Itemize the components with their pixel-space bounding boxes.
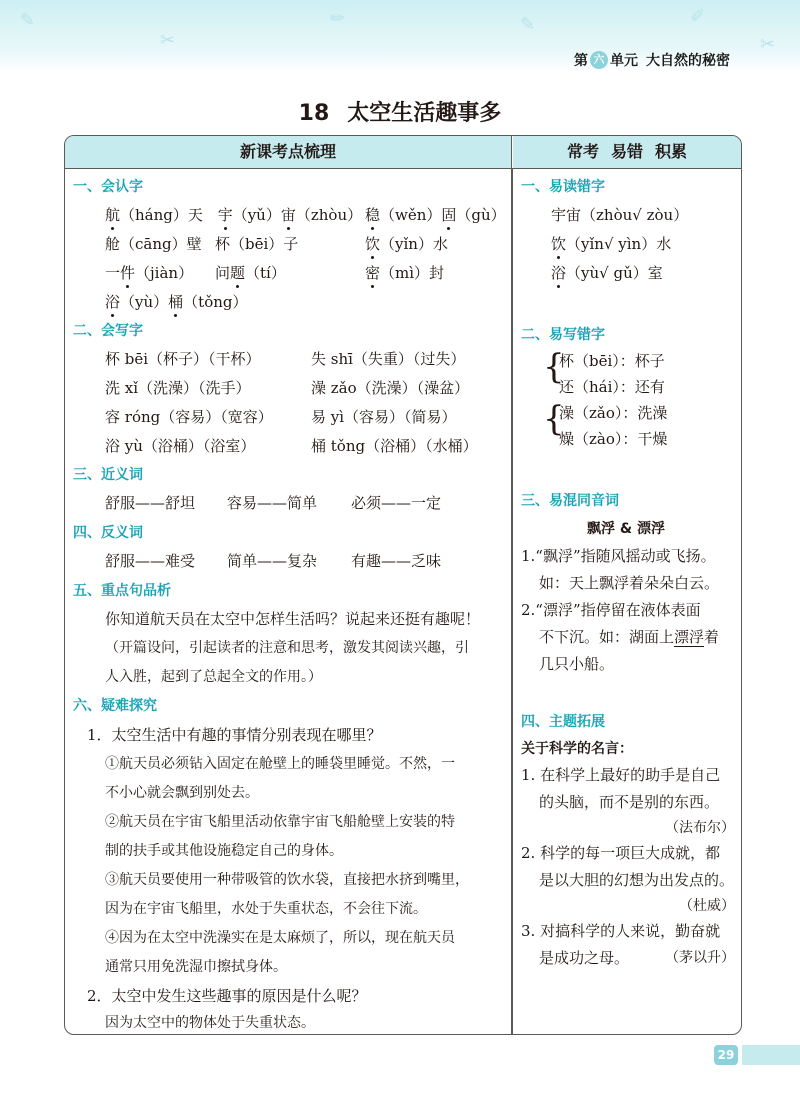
quote-author: （杜威） <box>679 898 735 914</box>
analysis-note: （开篇设问，引起读者的注意和思考，激发其阅读兴趣，引 <box>105 640 469 656</box>
homophone-line: 不下沉。如：湖面上漂浮着 <box>539 628 720 646</box>
section-title: 一、会认字 <box>73 179 143 195</box>
section-title: 三、易混同音词 <box>521 493 619 509</box>
brace: { <box>543 399 565 439</box>
write-item: 桶 tǒng（浴桶）（水桶） <box>311 437 478 455</box>
answer-line: ①航天员必须钻入固定在舱壁上的睡袋里睡觉。不然，一 <box>105 756 455 772</box>
miswrite-item: 杯（bēi）：杯子 <box>559 352 665 370</box>
homophone-line: 2.“漂浮”指停留在液体表面 <box>521 601 701 619</box>
section-title: 一、易读错字 <box>521 179 605 195</box>
quote-line: 是以大胆的幻想为出发点的。 <box>539 871 735 889</box>
right-column-heading: 常考 易错 积累 <box>513 136 741 169</box>
decor-icon: ✏ <box>330 8 346 29</box>
answer-line: ③航天员要使用一种带吸管的饮水袋，直接把水挤到嘴里， <box>105 872 469 888</box>
char-item: 一件（jiàn） <box>105 264 194 282</box>
antonym-item: 舒服——难受 <box>105 552 196 570</box>
page-title <box>0 96 800 127</box>
answer-line: 制的扶手或其他设施稳定自己的身体。 <box>105 843 343 859</box>
char-item: 浴（yù）桶（tǒng） <box>105 293 248 311</box>
answer-line: 不小心就会飘到别处去。 <box>105 785 259 801</box>
lesson-number: 18 <box>298 101 330 126</box>
write-item: 洗 xǐ（洗澡）（洗手） <box>105 379 251 397</box>
content-frame <box>64 135 742 1035</box>
write-item: 澡 zǎo（洗澡）（澡盆） <box>311 379 470 397</box>
homophone-line: 如：天上飘浮着朵朵白云。 <box>539 574 720 592</box>
decor-icon: ✎ <box>20 10 36 31</box>
section-title: 四、反义词 <box>73 525 143 541</box>
section-title: 二、易写错字 <box>521 327 605 343</box>
quote-line: 1. 在科学上最好的助手是自己 <box>521 766 721 784</box>
miswrite-item: 燥（zào）：干燥 <box>559 430 668 448</box>
decor-icon: ✂ <box>160 30 176 51</box>
decor-icon: ✐ <box>690 6 706 27</box>
section-title: 五、重点句品析 <box>73 583 171 599</box>
antonym-item: 简单——复杂 <box>227 552 318 570</box>
decor-icon: ✂ <box>760 34 776 55</box>
char-item: 饮（yǐn）水 <box>365 235 448 253</box>
char-item: 问题（tí） <box>215 264 286 282</box>
quote-line: 的头脑，而不是别的东西。 <box>539 793 720 811</box>
quote-author: （法布尔） <box>665 820 735 836</box>
page-number-band <box>742 1045 800 1065</box>
write-item: 浴 yù（浴桶）（浴室） <box>105 437 256 455</box>
homophone-line: 1.“飘浮”指随风摇动或飞扬。 <box>521 547 716 565</box>
answer-line: 通常只用免洗湿巾擦拭身体。 <box>105 959 287 975</box>
question: 2．太空中发生这些趣事的原因是什么呢？ <box>87 987 367 1005</box>
section-title: 二、会写字 <box>73 323 143 339</box>
write-item: 失 shī（失重）（过失） <box>311 350 466 368</box>
quote-line: 是成功之母。 <box>539 949 630 967</box>
homophone-line: 几只小船。 <box>539 655 615 673</box>
char-item: 杯（bēi）子 <box>215 235 299 253</box>
unit-title: 大自然的秘密 <box>646 53 730 69</box>
key-sentence: 你知道航天员在太空中怎样生活吗？说起来还挺有趣呢！ <box>105 610 481 628</box>
miswrite-item: 还（hái）：还有 <box>559 378 665 396</box>
left-column-heading: 新课考点梳理 <box>65 136 512 169</box>
lesson-title: 太空生活趣事多 <box>347 101 502 126</box>
section-title: 三、近义词 <box>73 467 143 483</box>
char-row: 稳（wěn）固（gù） <box>365 206 506 224</box>
answer-line: ④因为在太空中洗澡实在是太麻烦了，所以，现在航天员 <box>105 930 455 946</box>
brace: { <box>543 347 565 387</box>
question: 1．太空生活中有趣的事情分别表现在哪里？ <box>87 726 382 744</box>
misread-item: 宇宙（zhòu√ zòu） <box>551 206 689 224</box>
answer-line: ②航天员在宇宙飞船里活动依靠宇宙飞船舱壁上安装的特 <box>105 814 455 830</box>
section-title: 四、主题拓展 <box>521 714 605 730</box>
decor-icon: ✎ <box>520 14 536 35</box>
unit-number-badge: 六 <box>590 51 608 69</box>
synonym-item: 容易——简单 <box>227 494 318 512</box>
homophone-subtitle: 飘浮 & 漂浮 <box>587 521 665 537</box>
write-item: 容 róng（容易）（宽容） <box>105 408 273 426</box>
answer-line: 因为在宇宙飞船里，水处于失重状态，不会往下流。 <box>105 901 427 917</box>
answer-line: 因为太空中的物体处于失重状态。 <box>105 1015 315 1031</box>
section-title: 六、疑难探究 <box>73 698 157 714</box>
analysis-note: 人入胜，起到了总起全文的作用。） <box>105 669 322 685</box>
char-item: 密（mì）封 <box>365 264 445 282</box>
synonym-item: 舒服——舒坦 <box>105 494 196 512</box>
miswrite-item: 澡（zǎo）：洗澡 <box>559 404 668 422</box>
quote-line: 3. 对搞科学的人来说，勤奋就 <box>521 922 721 940</box>
column-divider <box>511 168 513 1034</box>
antonym-item: 有趣——乏味 <box>351 552 442 570</box>
misread-item: 浴（yù√ gǔ）室 <box>551 264 663 282</box>
quote-author: （茅以升） <box>665 950 735 966</box>
misread-item: 饮（yǐn√ yìn）水 <box>551 235 672 253</box>
page-number: 29 <box>714 1045 738 1065</box>
unit-label: 第 六 单元 大自然的秘密 <box>574 50 730 70</box>
write-item: 杯 bēi（杯子）（干杯） <box>105 350 261 368</box>
write-item: 易 yì（容易）（简易） <box>311 408 457 426</box>
char-row: 航（háng）天 宇（yǔ）宙（zhòu） <box>105 206 363 224</box>
char-item: 舱（cāng）壁 <box>105 235 202 253</box>
quote-line: 2. 科学的每一项巨大成就，都 <box>521 844 721 862</box>
synonym-item: 必须——一定 <box>351 494 442 512</box>
quotes-subtitle: 关于科学的名言： <box>521 741 633 757</box>
